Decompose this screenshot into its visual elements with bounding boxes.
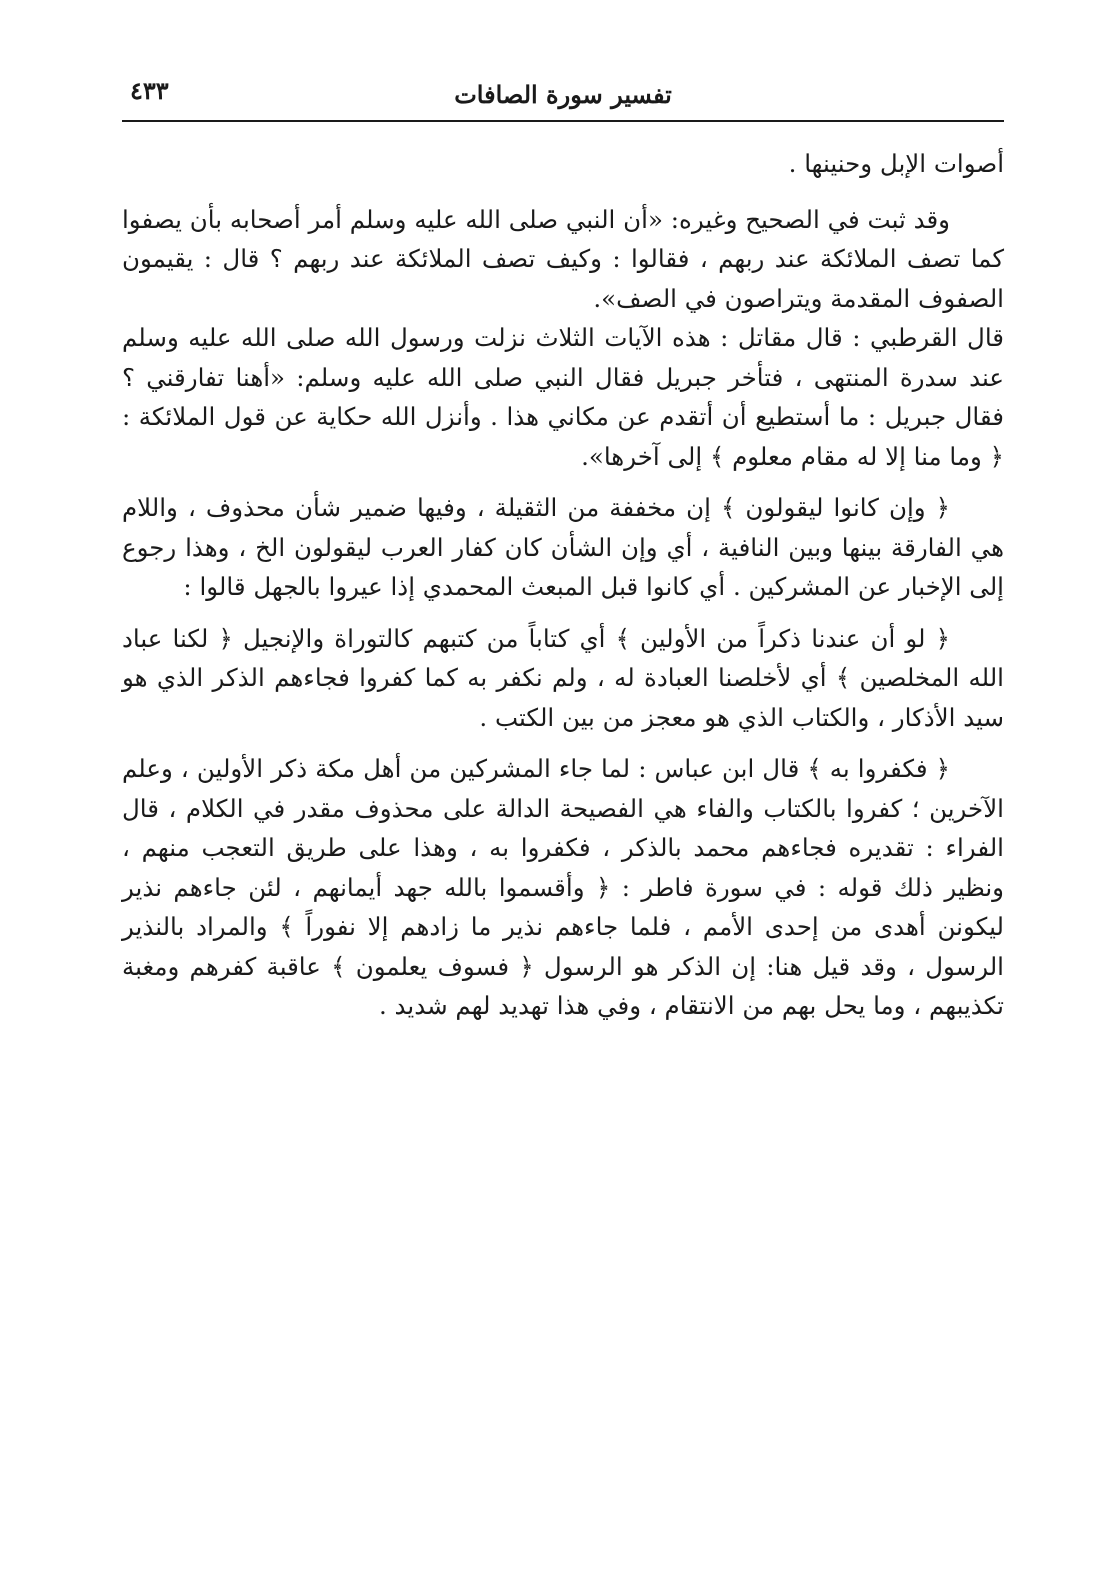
paragraph-hadith-rows: وقد ثبت في الصحيح وغيره: «أن النبي صلى الله عليه وسلم أمر أصحابه بأن يصفوا كما تصف الملائكة عند ربهم ، فقالوا : وكيف تصف الملائكة عند ربهم ؟ قال : يقيمون الصفوف المقدمة ويتراصون في الصف».: [122, 204, 1004, 313]
paragraph-verse-they-used-to-say: ﴿ وإن كانوا ليقولون ﴾ إن مخففة من الثقيلة ، وفيها ضمير شأن محذوف ، واللام هي الفارقة بينها وبين النافية ، أي وإن الشأن كان كفار العرب ليقولون الخ ، وهذا رجوع إلى الإخبار عن المشركين . أي كانوا قبل المبعث المحمدي إذا عيروا بالجهل قالوا :: [122, 493, 1004, 601]
paragraph-verse-disbelieved: ﴿ فكفروا به ﴾ قال ابن عباس : لما جاء المشركين من أهل مكة ذكر الأولين ، وعلم الآخرين ؛ كفروا بالكتاب والفاء هي الفصيحة الدالة على محذوف مقدر في الكلام ، قال الفراء : تقديره فجاءهم محمد بالذكر ، فكفروا به ، وهذا على طريق التعجب منهم ، ونظير ذلك قوله : في سورة فاطر : ﴿ وأقسموا بالله جهد أيمانهم ، لئن جاءهم نذير ليكونن أهدى من إحدى الأمم ، فلما جاءهم نذير ما زادهم إلا نفوراً ﴾ والمراد بالنذير الرسول ، وقد قيل هنا: إن الذكر هو الرسول ﴿ فسوف يعلمون ﴾ عاقبة كفرهم ومغبة تكذيبهم ، وما يحل بهم من الانتقام ، وفي هذا تهديد لهم شديد .: [122, 754, 1004, 1020]
running-header: [122, 70, 1004, 122]
book-page: [122, 70, 1004, 1038]
paragraph-qurtubi-quote: قال القرطبي : قال مقاتل : هذه الآيات الثلاث نزلت ورسول الله صلى الله عليه وسلم عند سدرة المنتهى ، فتأخر جبريل فقال النبي صلى الله عليه وسلم: «أهنا تفارقني ؟ فقال جبريل : ما أستطيع أن أتقدم عن مكاني هذا . وأنزل الله حكاية عن قول الملائكة :﴿ وما منا إلا له مقام معلوم ﴾ إلى آخرها».: [122, 323, 1004, 471]
body-text: [122, 144, 1004, 1026]
paragraph-camel-sounds: أصوات الإبل وحنينها .: [788, 149, 1004, 178]
header-title: تفسير سورة الصافات: [454, 80, 672, 109]
page-number: ٤٣٣: [130, 76, 169, 105]
paragraph-verse-remembrance: ﴿ لو أن عندنا ذكراً من الأولين ﴾ أي كتاباً من كتبهم كالتوراة والإنجيل ﴿ لكنا عباد الله المخلصين ﴾ أي لأخلصنا العبادة له ، ولم نكفر به كما كفروا فجاءهم الذكر الذي هو سيد الأذكار ، والكتاب الذي هو معجز من بين الكتب .: [122, 623, 1004, 732]
